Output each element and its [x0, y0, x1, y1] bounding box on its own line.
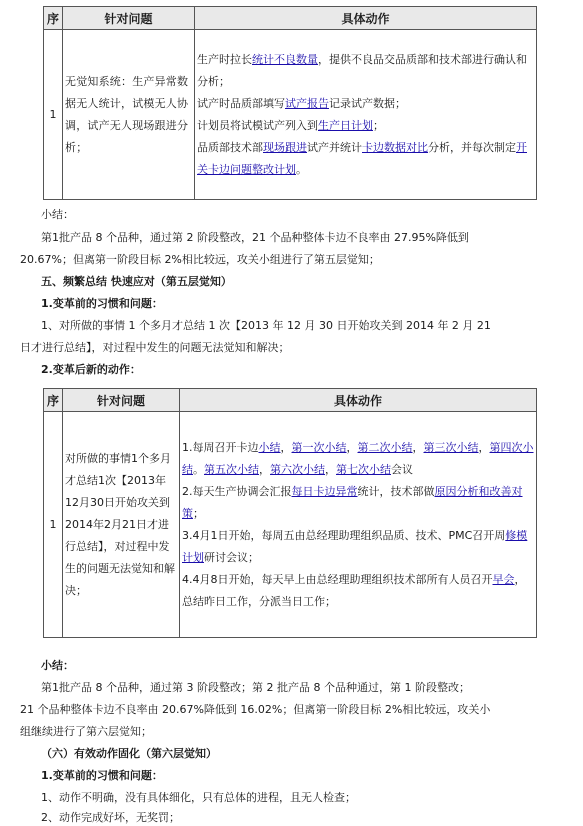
body-text-line: 1、对所做的事情 1 个多月才总结 1 次【2013 年 12 月 30 日开始攻关到 2014 年 2 月 21 [41, 319, 491, 332]
body-text-line: 2、动作完成好坏，无奖罚； [41, 811, 180, 824]
action-text: 。 [296, 162, 307, 176]
action-link[interactable]: 修模计划 [182, 528, 528, 564]
action-link[interactable]: 开关卡边问题整改计划 [197, 140, 527, 176]
action-text: ， [325, 462, 336, 476]
action-link[interactable]: 每日卡边异常 [291, 484, 358, 498]
section-title: （六）有效动作固化（第六层觉知） [41, 747, 217, 760]
subsection-title: 2.变革后新的动作： [41, 363, 141, 376]
table-row [44, 412, 537, 638]
action-item [182, 525, 534, 569]
header-problem: 针对问题 [63, 7, 195, 30]
action-link[interactable]: 第三次小结 [423, 440, 479, 454]
action-link[interactable]: 第五次小结 [204, 462, 259, 476]
action-link[interactable]: 卡边数据对比 [362, 140, 428, 154]
action-item [182, 481, 534, 525]
action-text: ， [259, 462, 270, 476]
action-item [197, 115, 534, 137]
action-link[interactable]: 早会 [492, 572, 515, 586]
action-item [197, 93, 534, 115]
row-problem: 无觉知系统：生产异常数据无人统计，试模无人协调，试产无人现场跟进分析； [63, 30, 195, 200]
summary-label: 小结： [41, 208, 74, 221]
action-text: 品质部技术部 [197, 140, 263, 154]
action-link[interactable]: 原因分析和改善对策 [182, 484, 523, 520]
subsection-title: 1.变革前的习惯和问题： [41, 769, 163, 782]
header-problem: 针对问题 [63, 389, 180, 412]
subsection-title: 1.变革前的习惯和问题： [41, 297, 163, 310]
action-item [182, 437, 534, 481]
header-no: 序 [44, 389, 63, 412]
action-link[interactable]: 第六次小结 [270, 462, 325, 476]
summary-text-line: 21 个品种整体卡边不良率由 20.67%降低到 16.02%；但离第一阶段目标 2%相比较远，攻关小 [20, 703, 491, 716]
action-text: 。 [193, 462, 204, 476]
row-actions [195, 30, 537, 200]
action-text: 试产并统计 [307, 140, 362, 154]
action-table-2 [43, 388, 537, 638]
action-text: 2.每天生产协调会汇报 [182, 484, 292, 498]
summary-text-line: 第1批产品 8 个品种，通过第 2 阶段整改，21 个品种整体卡边不良率由 27.95%降低到 [41, 231, 469, 244]
action-item [182, 569, 534, 613]
action-item [197, 137, 534, 181]
action-text: ，提供不良品交品质部和技术部进行确认和分析； [197, 52, 527, 88]
body-text-line: 1、动作不明确，没有具体细化，只有总体的进程，且无人检查； [41, 791, 356, 804]
action-link[interactable]: 第七次小结 [336, 462, 391, 476]
header-actions: 具体动作 [195, 7, 537, 30]
section-title: 五、频繁总结 快速应对（第五层觉知） [41, 275, 232, 288]
header-no: 序 [44, 7, 63, 30]
header-actions: 具体动作 [180, 389, 537, 412]
row-no: 1 [44, 412, 63, 638]
summary-text-line: 组继续进行了第六层觉知； [20, 725, 152, 738]
action-text: 研讨会议； [204, 550, 259, 564]
action-link[interactable]: 现场跟进 [263, 140, 307, 154]
action-text: ， [346, 440, 358, 454]
row-actions [180, 412, 537, 638]
table-header-row [44, 7, 537, 30]
action-text: 记录试产数据； [329, 96, 406, 110]
row-problem: 对所做的事情1个多月才总结1次【2013年12月30日开始攻关到2014年2月21日才进行总结】，对过程中发生的问题无法觉知和解决； [63, 412, 180, 638]
action-text: 1.每周召开卡边 [182, 440, 259, 454]
action-text: ； [193, 506, 204, 520]
action-link[interactable]: 统计不良数量 [252, 52, 318, 66]
summary-label: 小结： [41, 659, 74, 672]
action-text: ， [280, 440, 292, 454]
body-text-line: 日才进行总结】，对过程中发生的问题无法觉知和解决； [20, 341, 290, 354]
action-text: 会议 [391, 462, 413, 476]
table-row [44, 30, 537, 200]
action-table-1 [43, 6, 537, 200]
action-link[interactable]: 小结 [258, 440, 281, 454]
action-text: 3.4月1日开始，每周五由总经理助理组织品质、技术、PMC召开周 [182, 528, 506, 542]
action-link[interactable]: 第四次小结 [182, 440, 534, 476]
action-link[interactable]: 第一次小结 [291, 440, 347, 454]
action-item [197, 49, 534, 93]
action-text: 计划员将试模试产列入到 [197, 118, 318, 132]
action-link[interactable]: 第二次小结 [357, 440, 413, 454]
action-text: 试产时品质部填写 [197, 96, 285, 110]
summary-text-line: 第1批产品 8 个品种，通过第 3 阶段整改；第 2 批产品 8 个品种通过，第 1 阶段整改； [41, 681, 470, 694]
summary-text-line: 20.67%；但离第一阶段目标 2%相比较远，攻关小组进行了第五层觉知； [20, 253, 380, 266]
action-text: ，总结昨日工作，分派当日工作； [182, 572, 526, 608]
action-text: 统计，技术部做 [357, 484, 435, 498]
row-no: 1 [44, 30, 63, 200]
action-link[interactable]: 试产报告 [285, 96, 329, 110]
table-header-row [44, 389, 537, 412]
action-text: 生产时拉长 [197, 52, 252, 66]
action-text: 分析，并每次制定 [428, 140, 516, 154]
cropped-heading-fragment [90, 0, 180, 2]
action-text: ， [412, 440, 424, 454]
action-text: ； [373, 118, 384, 132]
action-text: ， [478, 440, 490, 454]
action-text: 4.4月8日开始，每天早上由总经理助理组织技术部所有人员召开 [182, 572, 493, 586]
action-link[interactable]: 生产日计划 [318, 118, 373, 132]
